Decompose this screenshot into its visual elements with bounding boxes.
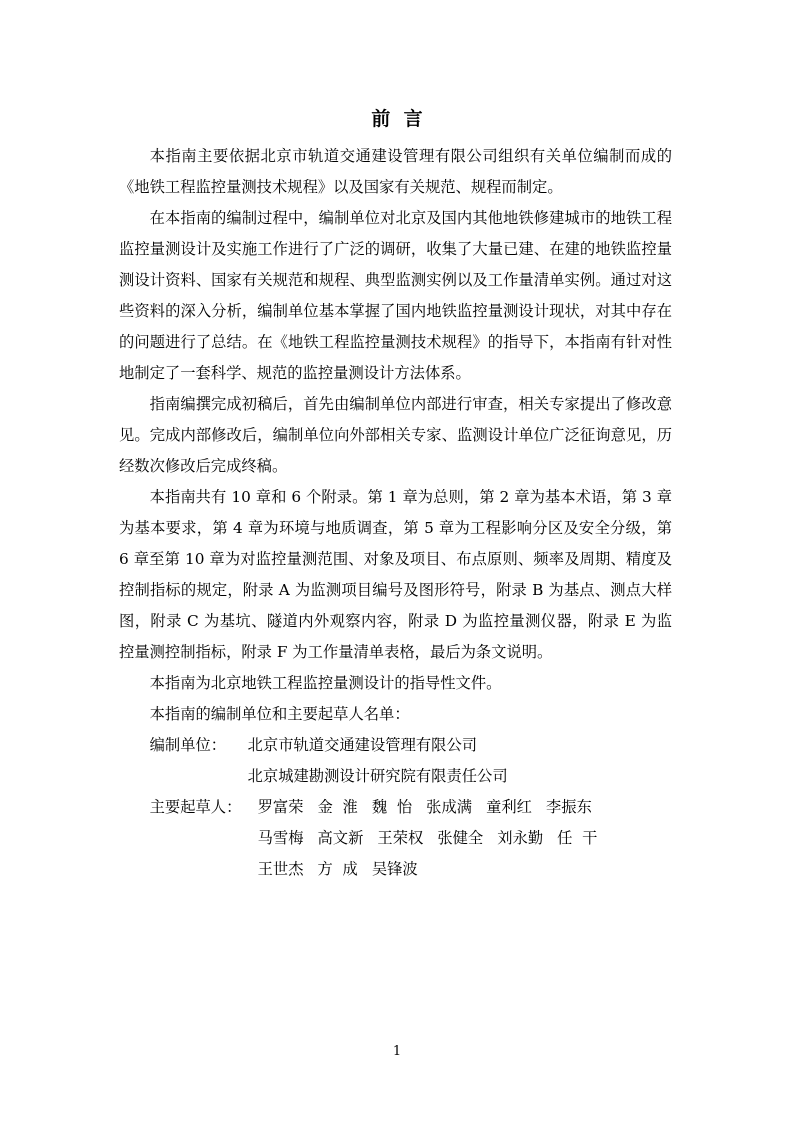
- paragraph-basis: 本指南主要依据北京市轨道交通建设管理有限公司组织有关单位编制而成的《地铁工程监控量测技术规程》以及国家有关规范、规程而制定。: [119, 147, 672, 196]
- org-row-1: [119, 730, 672, 761]
- drafters-label: 主要起草人：: [149, 798, 242, 816]
- drafter-name: 童利红: [486, 798, 532, 816]
- paragraph-purpose: 本指南为北京地铁工程监控量测设计的指导性文件。: [149, 674, 502, 692]
- drafter-name: 吴锋波: [371, 860, 418, 878]
- paragraph-list-intro: 本指南的编制单位和主要起草人名单：: [149, 705, 410, 723]
- drafter-name: 魏 怡: [371, 798, 413, 816]
- drafter-name: 金 淮: [317, 798, 358, 816]
- drafters-row-2: [119, 823, 672, 854]
- paragraph-review: 指南编撰完成初稿后，首先由编制单位内部进行审查，相关专家提出了修改意见。完成内部修改后，编制单位向外部相关专家、监测设计单位广泛征询意见，历经数次修改后完成终稿。: [119, 395, 672, 475]
- org-row-2: [119, 761, 672, 792]
- drafter-name: 方 成: [317, 860, 358, 878]
- org-name: 北京城建勘测设计研究院有限责任公司: [247, 767, 508, 785]
- paragraph-process: 在本指南的编制过程中，编制单位对北京及国内其他地铁修建城市的地铁工程监控量测设计及实施工作进行了广泛的调研，收集了大量已建、在建的地铁监控量测设计资料、国家有关规范和规程、典型监测实例以及工作量清单实例。通过对这些资料的深入分析，编制单位基本掌握了国内地铁监控量测设计现状，对其中存在的问题进行了总结。在《地铁工程监控量测技术规程》的指导下，本指南有针对性地制定了一套科学、规范的监控量测设计方法体系。: [119, 209, 672, 382]
- drafter-name: 王荣权: [377, 829, 424, 847]
- document-body: [119, 141, 672, 885]
- paragraph-structure: 本指南共有 10 章和 6 个附录。第 1 章为总则，第 2 章为基本术语，第 3 章为基本要求，第 4 章为环境与地质调查，第 5 章为工程影响分区及安全分级，第 6 章至第 10 章为对监控量测范围、对象及项目、布点原则、频率及周期、精度及控制指标的规定，附录 A 为监测项目编号及图形符号，附录 B 为基点、测点大样图，附录 C 为基坑、隧道内外观察内容，附录 D 为监控量测仪器，附录 E 为监控量测控制指标，附录 F 为工作量清单表格，最后为条文说明。: [119, 488, 672, 661]
- page-number: 1: [392, 1044, 402, 1059]
- drafter-name: 马雪梅: [257, 829, 304, 847]
- drafter-name: 任 干: [557, 829, 598, 847]
- org-name: 北京市轨道交通建设管理有限公司: [247, 736, 478, 754]
- drafter-name: 罗富荣: [257, 798, 304, 816]
- drafter-name: 高文新: [317, 829, 364, 847]
- drafter-name: 张成满: [426, 798, 473, 816]
- drafters-row-1: [119, 792, 672, 823]
- page-title: 前 言: [371, 108, 423, 130]
- drafter-name: 王世杰: [257, 860, 304, 878]
- drafter-name: 刘永勤: [497, 829, 544, 847]
- drafter-name: 张健全: [437, 829, 484, 847]
- drafters-row-3: [119, 854, 672, 885]
- org-label: 编制单位：: [149, 736, 227, 754]
- drafter-name: 李振东: [545, 798, 592, 816]
